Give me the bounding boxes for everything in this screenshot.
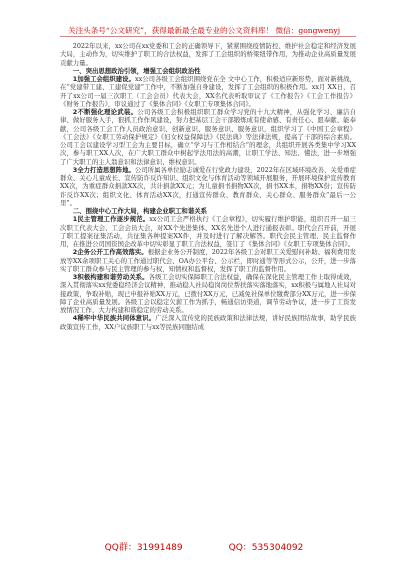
paragraph-lead: 3全力打造思想阵地。: [72, 165, 135, 174]
paragraph-lead: 2企务公开工作高效落实。: [72, 248, 148, 257]
paragraph-lead: 3积极构建和谐劳动关系。: [72, 273, 149, 281]
paragraph-lead: 4稀牢中华民族共同体意识。: [72, 314, 156, 323]
document-body: [60, 42, 356, 331]
paragraph-lead: 1民主管理工作逐步规范。: [72, 215, 150, 224]
paragraph-1-1: 1加强工会组织建设。xx公司各级工会组织围绕党在全 文中心工作，积极适应新形势，面对新挑战，在“党建带工建、工建促党建”工作中，不断加强自身建设，发挥了工会组织的积极作用。xx月 XX日，召开了xx公司一届三次职工（工会会员）代表大会，XX名代表听取审议了《工作报告》《工会工作报告》《财务工作报告》，审议通过了《集体合同》《女职工专项集体合同》。: [60, 75, 356, 108]
section-heading-1: 一、突出思想政治引领，增强工会组织政治性: [72, 66, 201, 75]
paragraph-1-2: 2不断强化理论武装。公司各级工会积极组织职工群众学习党的十九大精神，从强化学习、廉洁自律、做好服务入手，狠抓工作作风建设，努力把基层工会干部锻炼成有使命感、有责任心、愿奉献、能奉献，公司各级工会工作人员政治意识、创新意识、服务意识、服务意识，组织学习了《中国工会章程》《工会法》《女职工劳动保护规定》《妇女权益保障法》《民法典》等法律法规，提高了干部的综合素质。公司工会以建设学习型工会为主要目标，确立“学习与工作相结合”的理念，共组织开展各类集中学习XX次，参与职工XX人次，在广大职工群众中树起学法用法的高潮，让职工学法、知法、懂法，进一步增强了广大职工的主人翁意识和法律意识、维权意识。: [60, 108, 357, 166]
top-banner: 关注头条号“公文研究”，获得最新最全最专业的公文资料库！ 微信：gongwenyj: [67, 26, 341, 35]
paragraph-1-3: 3全力打造思想阵地。公司所属各单位励志诚爱在行党政力建设，2022年在区域环境改善、关爱重症群众、关心儿童成长、宣传防诈反诈知识、组织文化与体育活动等领域开展服务，开展环境保护宣传教育XX次，为重症群众捐款XX次，共计捐款XX元；为儿童捐书捐物XX次，捐书XX本，捐物XX份；宣传防诈反诈XX次；组织文化、体育活动XX次，打通宣传群众、教育群众、关心群众、服务群众“最后一公里”。: [60, 165, 356, 207]
intro-paragraph: 2022年以来，xx公司在xx党委和工会的正确领导下，紧紧围绕疫情防控、维护社会稳定和经济发展大局，主动作为，切实维护了职工的合法权益，发挥了工会组织的桥梁纽带作用，为推动企业高质量发展贡献力量。: [60, 42, 356, 67]
section-heading-2: 二、围绕中心工作大局，构建企业职工和谐关系: [72, 207, 207, 215]
paragraph-2-4: 4稀牢中华民族共同体意识。广泛深入宣传党的民族政策和法律法规，讲好民族团结故事，助学民族政策宣传工作，XX户议族职工与xx等民族同胞结成: [60, 314, 357, 331]
footer-qq-group: QQ群：31991489: [104, 543, 183, 553]
paragraph-2-3: 3积极构建和谐劳动关系。各级工会切实保障职工合法权益，确保在深化民主管理工作上取得成效，深入贯彻落实xx党委稳经济会议精神，推动稳人社局稳岗岗位帮扶落实落地落实，xx积极与属地人社局对接政策，争取补贴，现已申报补贴XX万元，已拨付XX万元，已减免社保单位缴费部分XX万元，进一步保障了企业高质量发展。各级工会以稳定欠薪工作为抓手，畅通信访渠道，调节劳动争议，进一步了工资发放情况工作，大力构建和谐稳定的劳动关系。: [60, 273, 357, 314]
footer-contact: [0, 540, 408, 553]
footer-qq: QQ：535304092: [228, 543, 304, 553]
paragraph-2-1: 1民主管理工作逐步规范。xx公司工会严格执行《工会章程》，切实履行维护职能，组织召开一届三次职工代表大会、工会会员大会，对XX个先进集体、XX名先进个人进行通报表彰。职代会召开前，开展了职工提案征集活动，共征集各种提案XX件，并及时进行了解决解答。职代会民主管理、民主监督作用，在推进公司国资国企改革中切实彰显了职工合法权益，签订了《集体合同》《女职工专项集体合同》。: [60, 215, 356, 248]
paragraph-2-2: 2企务公开工作高效落实。根据企业务公开制度，2022年各级工会对职工关爱慰问补助、福利费用发放等XX余项职工关心的工作通过职代会、OA办公平台、公示栏，即时通等等形式公示，公开，进一步落实了职工群众参与民主管理的参与权，知情权和监督权，发挥了职工的监督作用。: [60, 248, 357, 273]
banner-divider: [60, 36, 356, 37]
paragraph-lead: 2不断强化理论武装。: [72, 108, 138, 116]
paragraph-lead: 1加强工会组织建设。: [72, 75, 136, 83]
